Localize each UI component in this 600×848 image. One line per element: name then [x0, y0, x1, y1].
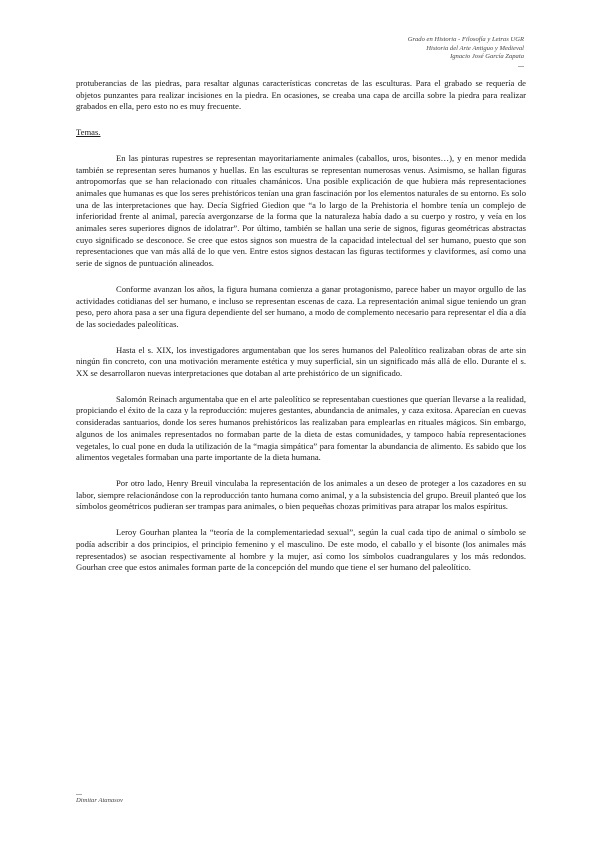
document-body — [76, 78, 526, 574]
header-degree: Grado en Historia - Filosofía y Letras UGR — [407, 36, 524, 43]
footer-author: Dimitar Atanasov — [76, 797, 123, 804]
footer-divider — [76, 794, 82, 795]
header-professor: Ignacio José García Zapata — [450, 53, 524, 61]
paragraph-human-figure: Conforme avanzan los años, la figura humana comienza a ganar protagonismo, parece haber un mayor orgullo de las actividades cotidianas del ser humano, e incluso se representan escenas de caza. La representación animal sigue teniendo un gran peso, pero ahora pasa a ser una figura dependiente del ser humano, a modo de complemento necesario para representar el día a día de las sociedades paleolíticas. — [76, 283, 526, 329]
paragraph-themes: En las pinturas rupestres se representan mayoritariamente animales (caballos, uros, bisontes…), y en menor medida también se representan seres humanos y huellas. En las esculturas se representan numerosas venus. Asimismo, se hallan figuras antropomorfas que se han relacionado con rituales chamánicos. Una posible explicación de que hubiera más representaciones animales que humanas es que los seres prehistóricos tenían una gran fascinación por los elementos naturales de su entorno. Es solo una de las interpretaciones que hay. Decía Sigfried Giedion que “a lo largo de la Prehistoria el hombre tenía un complejo de inferioridad frente al animal, parecía avergonzarse de la forma que la naturaleza había dado a su cuerpo y rostro, y veía en los animales seres superiores dignos de idolatrar”. Por último, también se hallan una serie de signos, figuras geométricas abstractas cuyo significado se desconoce. Se cree que estos signos son muestra de la capacidad intelectual del ser humano, puesto que son representaciones que van más allá de lo que ven. Entre estos signos destacan las figuras tectiformes y claviformes, así como una serie de signos de puntuación alineados. — [76, 152, 526, 269]
paragraph-gourhan: Leroy Gourhan plantea la “teoría de la complementariedad sexual”, según la cual cada tipo de animal o símbolo se podía adscribir a dos principios, el principio femenino y el masculino. De este modo, el caballo y el bisonte (los animales más representados) se asocian respectivamente al hombre y la mujer, así como los símbolos cuadrangulares y los más redondos. Gourhan cree que estos animales forman parte de la concepción del mundo que tiene el ser humano del paleolítico. — [76, 527, 526, 573]
paragraph-nineteenth-century: Hasta el s. XIX, los investigadores argumentaban que los seres humanos del Paleolítico realizaban obras de arte sin ningún fin concreto, con una motivación meramente estética y muy superficial, sin un significado más allá de ello. Durante el s. XX se desarrollaron nuevas interpretaciones que dotaban al arte prehistórico de un significado. — [76, 344, 526, 379]
header-divider — [518, 66, 524, 67]
section-title: Temas. — [76, 127, 101, 138]
spacer — [76, 331, 526, 345]
spacer — [76, 113, 526, 127]
spacer — [76, 464, 526, 478]
spacer — [76, 270, 526, 284]
spacer — [76, 380, 526, 394]
page-header — [408, 36, 524, 62]
spacer — [76, 513, 526, 527]
header-course: Historia del Arte Antiguo y Medieval — [426, 44, 524, 52]
spacer — [76, 139, 526, 153]
paragraph-breuil: Por otro lado, Henry Breuil vinculaba la representación de los animales a un deseo de proteger a los cazadores en su labor, siempre relacionándose con la reproducción tanto humana como animal, y a la subsistencia del grupo. Breuil planteó que los símbolos geométricos pudieran ser trampas para animales, o bien pequeñas chozas primitivas para atrapar los malos espíritus. — [76, 477, 526, 512]
paragraph-reinach: Salomón Reinach argumentaba que en el arte paleolítico se representaban cuestiones que querían llevarse a la realidad, propiciando el éxito de la caza y la reproducción: mujeres gestantes, abundancia de animales, y caza exitosa. Aparecían en cuevas consideradas santuarios, donde los seres humanos prehistóricos las realizaban para emplearlas en rituales mágicos. Sin embargo, algunos de los animales representados no formaban parte de la dieta de estas comunidades, y tampoco había representaciones vegetales, lo cual pone en duda la utilización de la “magia simpática” para fomentar la abundancia de alimento. Es sabido que los alimentos vegetales formaban una parte importante de la dieta humana. — [76, 393, 526, 463]
intro-paragraph: protuberancias de las piedras, para resaltar algunas características concretas de las esculturas. Para el grabado se requería de objetos punzantes para realizar incisiones en la piedra. En ocasiones, se creaba una capa de arcilla sobre la piedra para realizar grabados en ella, pero esto no es muy frecuente. — [76, 78, 526, 112]
